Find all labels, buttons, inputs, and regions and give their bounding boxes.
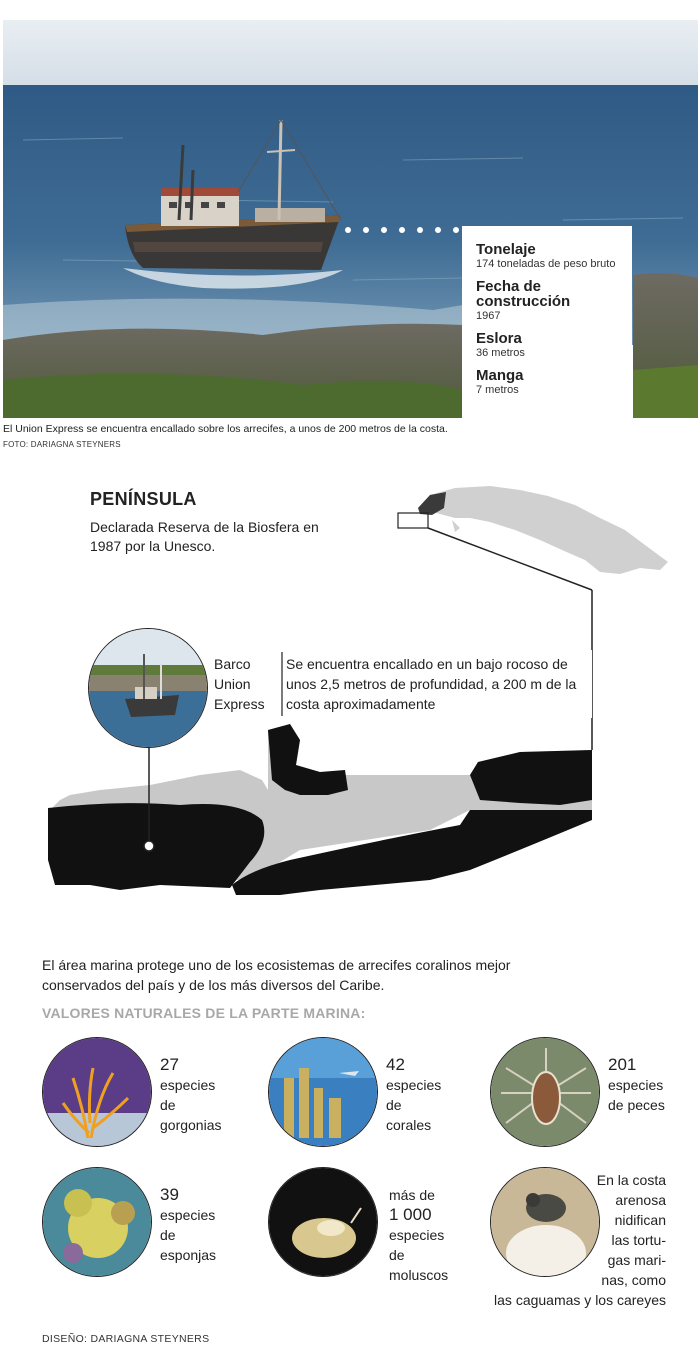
sponge-icon — [43, 1168, 152, 1277]
boat-label — [214, 654, 265, 714]
peninsula-subtitle: Declarada Reserva de la Biosfera en 1987 por la Unesco. — [90, 519, 319, 554]
value-text: moluscos — [389, 1267, 449, 1283]
value-text: de — [160, 1227, 176, 1243]
value-number: 1 000 — [389, 1205, 432, 1224]
value-text: las tortu- — [611, 1232, 666, 1248]
value-item-gorgonias — [160, 1055, 222, 1135]
value-item-peces — [608, 1055, 665, 1115]
value-number: 42 — [386, 1055, 405, 1074]
value-text: de — [386, 1097, 402, 1113]
value-text: gas mari- — [607, 1252, 666, 1268]
value-number: más de — [389, 1187, 435, 1203]
value-text: nidifican — [614, 1212, 666, 1228]
mollusk-icon — [269, 1168, 378, 1277]
boat-description: Se encuentra encallado en un bajo rocoso de unos 2,5 metros de profundidad, a 200 m de la costa aproximadamente — [286, 656, 577, 712]
ship-stats-panel — [462, 226, 632, 418]
value-text: corales — [386, 1117, 432, 1133]
value-text: especies — [160, 1207, 216, 1223]
marine-intro-text: El área marina protege uno de los ecosistemas de arrecifes coralinos mejor conservados del país y de los más diversos del Caribe. — [42, 957, 511, 993]
boat-photo-circle — [88, 628, 208, 748]
ship-icon — [89, 629, 208, 748]
stat-label: Tonelaje — [476, 241, 536, 258]
value-text: de — [160, 1097, 176, 1113]
fish-icon — [491, 1038, 600, 1147]
value-text: gorgonias — [160, 1117, 222, 1133]
photo-credit: FOTO: DARIAGNA STEYNERS — [3, 440, 121, 449]
cuba-map-icon — [418, 486, 668, 574]
boat-label-line: Barco — [214, 656, 251, 672]
photo-caption: El Union Express se encuentra encallado sobre los arrecifes, a unos de 200 metros de la costa. — [3, 423, 448, 435]
design-credit: DISEÑO: DARIAGNA STEYNERS — [42, 1333, 210, 1345]
value-item-corales — [386, 1055, 441, 1135]
sponge-photo — [42, 1167, 152, 1277]
value-item-moluscos — [389, 1185, 448, 1285]
stat-label: Manga — [476, 367, 524, 384]
coral-photo — [268, 1037, 378, 1147]
value-text: esponjas — [160, 1247, 217, 1263]
value-item-tortugas — [488, 1170, 666, 1290]
value-text: de peces — [608, 1097, 665, 1113]
fish-photo — [490, 1037, 600, 1147]
value-text: En la costa — [596, 1172, 666, 1188]
boat-label-line: Express — [214, 696, 265, 712]
value-text: especies — [608, 1077, 664, 1093]
value-text: arenosa — [615, 1192, 666, 1208]
value-number: 201 — [608, 1055, 637, 1074]
mollusk-photo — [268, 1167, 378, 1277]
peninsula-land — [48, 724, 592, 895]
boat-location-marker — [144, 841, 154, 851]
value-text: de — [389, 1247, 405, 1263]
value-number: 39 — [160, 1185, 179, 1204]
peninsula-title: PENÍNSULA — [90, 489, 197, 509]
value-item-esponjas — [160, 1185, 216, 1265]
value-text: especies — [160, 1077, 216, 1093]
gorgonian-photo — [42, 1037, 152, 1147]
coral-icon — [269, 1038, 378, 1147]
stat-label: Eslora — [476, 330, 522, 347]
stat-value: 7 metros — [476, 384, 519, 396]
value-text: especies — [389, 1227, 445, 1243]
boat-label-line: Union — [214, 676, 251, 692]
values-title: VALORES NATURALES DE LA PARTE MARINA: — [42, 1005, 366, 1021]
stat-value: 174 toneladas de peso bruto — [476, 258, 616, 270]
stat-value: 1967 — [476, 310, 501, 322]
stat-label: Fecha de construcción — [476, 278, 571, 310]
stat-value: 36 metros — [476, 347, 525, 359]
value-text: nas, como — [601, 1272, 666, 1288]
locator-box — [398, 513, 428, 528]
value-number: 27 — [160, 1055, 179, 1074]
gorgonian-icon — [43, 1038, 152, 1147]
value-text: las caguamas y los careyes — [494, 1292, 666, 1308]
value-text: especies — [386, 1077, 442, 1093]
